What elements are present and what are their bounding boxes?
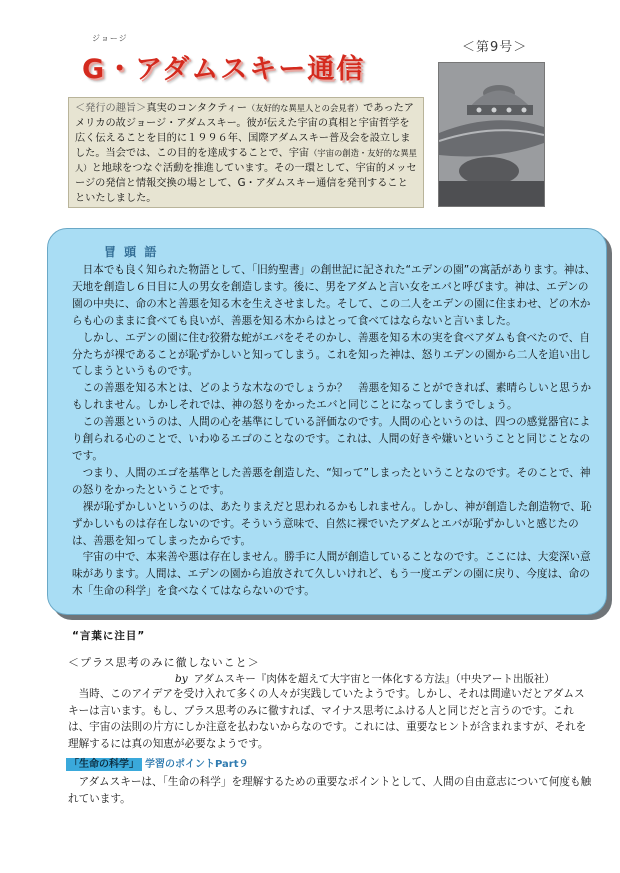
purpose-note-2: （宇宙の創造・友好的な異星人） [75,148,417,173]
paragraph: しかし、エデンの園に住む狡猾な蛇がエバをそそのかし、善悪を知る木の実を食べアダムも食べたので、自分たちが裸であることが恥ずかしいと知ってしまう。これを知った神は、怒りエデンの園から二人を追い出してしまうというものです。 [72,331,591,378]
science-body [68,774,593,807]
spacecraft-photo [438,62,545,207]
science-heading [66,755,249,770]
purpose-text-3: と地球をつなぐ活動を推進しています。その一環として、宇宙的メッセージの発信と情報交換の場として、G・アダムスキー通信を発刊することといたしました。 [75,163,417,204]
kotoba-subtitle: ＜プラス思考のみに徹しないこと＞ [68,656,260,669]
purpose-text-1: 真実のコンタクティー [146,103,247,114]
science-highlight: 「生命の科学」 [66,758,142,771]
science-heading-rest: 学習のポイントPart９ [145,759,249,770]
paragraph: この善悪というのは、人間の心を基準にしている評価なのです。人間の心というのは、四つの感覚器官により創られる心のことで、いわゆるエゴのことなのです。これは、人間の好きや嫌いということと同じことなのです。 [72,416,591,462]
paragraph: つまり、人間のエゴを基準とした善悪を創造した、“知って”しまったということなのです。そのことで、神の怒りをかったということです。 [72,466,591,496]
purpose-label: ＜発行の趣旨＞ [75,103,147,114]
paragraph: 当時、このアイデアを受け入れて多くの人々が実践していたようです。しかし、それは間違いだとアダムスキーは言います。もし、プラス思考のみに徹すれば、マイナス思考にふける人と同じだと言うのです。これは、宇宙の法則の片方にしか注意を払わないからなのです。これには、重要なヒントが含まれますが、それを理解するには真の知恵が必要なようです。 [68,688,587,750]
kotoba-body [68,686,593,752]
newsletter-title: G・アダムスキー通信 [82,54,366,85]
purpose-text-2: であったアメリカの故ジョージ・アダムスキー。彼が伝えた宇宙の真相と宇宙哲学を広く伝えることを目的に１９９６年、国際アダムスキー普及会を設立しました。当会では、この目的を達成することで、宇宙 [75,103,414,159]
paragraph: 裸が恥ずかしいというのは、あたりまえだと思われるかもしれません。しかし、神が創造した創造物で、恥ずかしいものは存在しないのです。そういう意味で、自然に裸でいたアダムとエバが恥ずかしいと感じたのは、善悪を知ってしまったからです。 [72,500,592,547]
paragraph: 日本でも良く知られた物語として、「旧約聖書」の創世記に記された“エデンの園”の寓話があります。神は、天地を創造し６日目に人の男女を創造します。後に、男をアダムと言い女をエバと呼びます。神は、エデンの園の中央に、命の木と善悪を知る木を生えさせました。そして、この二人をエデンの園に住まわせ、どの木からも心のままに食べても良いが、善悪を知る木からはとって食べてはならないと言いました。 [72,264,596,327]
spacecraft-photo-drawing [439,63,544,206]
paragraph: この善悪を知る木とは、どのような木なのでしょうか？ 善悪を知ることができれば、素晴らしいと思うかもしれません。しかしそれでは、神の怒りをかったエバと同じことになってしまうでしょう。 [72,382,592,412]
by-label: by [175,673,188,685]
purpose-note-1: （友好的な異星人との会見者） [246,103,364,113]
kotoba-heading: “言葉に注目” [72,630,146,642]
kotoba-source [175,671,555,686]
opening-words-heading: 冒 頭 語 [104,245,159,259]
purpose-box [68,97,424,208]
title-ruby: ジョージ [92,34,128,43]
opening-words-body [72,262,598,600]
opening-words-panel [47,228,607,615]
issue-number: ＜第9号＞ [462,40,528,55]
source-citation: アダムスキー『肉体を超えて大宇宙と一体化する方法』（中央アート出版社） [193,673,555,685]
paragraph: アダムスキーは、「生命の科学」を理解するための重要なポイントとして、人間の自由意志について何度も触れています。 [68,776,592,805]
paragraph: 宇宙の中で、本来善や悪は存在しません。勝手に人間が創造していることなのです。ここには、大変深い意味があります。人間は、エデンの園から追放されて久しいけれど、もう一度エデンの園に戻り、今度は、命の木「生命の科学」を食べなくてはならないのです。 [72,551,591,598]
